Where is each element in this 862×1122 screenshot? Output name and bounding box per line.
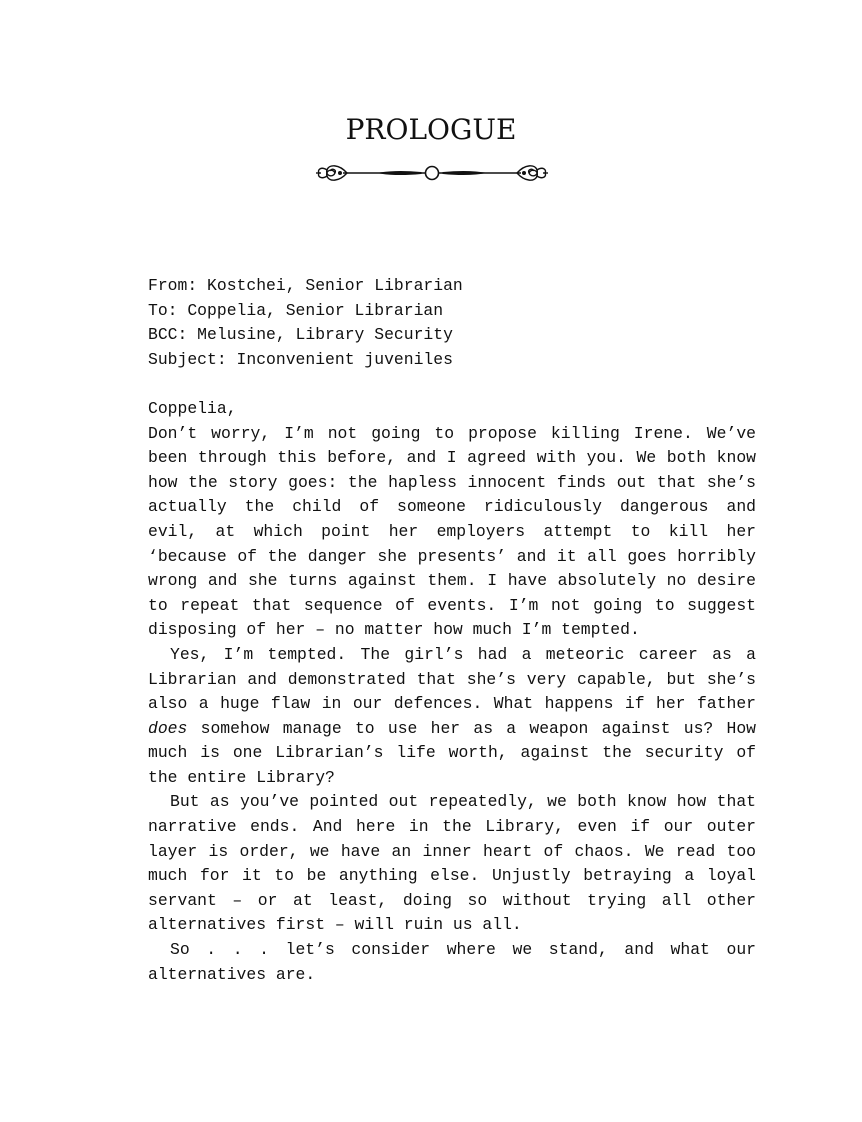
email-from: From: Kostchei, Senior Librarian [148, 276, 463, 295]
paragraph-2-emphasis: does [148, 718, 188, 738]
letter-body [148, 274, 756, 987]
email-to: To: Coppelia, Senior Librarian [148, 300, 444, 320]
ornamental-divider-icon [313, 160, 551, 186]
letter-salutation: Coppelia, [148, 398, 237, 418]
paragraph-2-start: Yes, I’m tempted. The girl’s had a meteoric career as a Librarian and demonstrated that she’s very capable, but she’s also a huge flaw in our defences. What happens if her father [148, 644, 756, 714]
email-subject: Subject: Inconvenient juveniles [148, 349, 453, 369]
paragraph-4: So . . . let’s consider where we stand, and what our alternatives are. [148, 940, 756, 984]
email-header [148, 274, 756, 372]
chapter-title: PROLOGUE [345, 113, 517, 146]
paragraph-2-end: somehow manage to use her as a weapon against us? How much is one Librarian’s life worth, against the security of the entire Library? [148, 718, 756, 787]
paragraph-3: But as you’ve pointed out repeatedly, we both know how that narrative ends. And here in the Library, even if our outer layer is order, we have an inner heart of chaos. We read too much for it to be anything else. Unjustly betraying a loyal servant – or at least, doing so without trying all other alternatives first – will ruin us all. [148, 792, 756, 935]
email-bcc: BCC: Melusine, Library Security [148, 325, 453, 345]
paragraph-2 [148, 643, 756, 791]
paragraph-1: Don’t worry, I’m not going to propose killing Irene. We’ve been through this before, and I agreed with you. We both know how the story goes: the hapless innocent finds out that she’s actually the child of someone ridiculously dangerous and evil, at which point her employers attempt to kill her ‘because of the danger she presents’ and it all goes horribly wrong and she turns against them. I have absolutely no desire to repeat that sequence of events. I’m not going to suggest disposing of her – no matter how much I’m tempted. [148, 423, 756, 640]
